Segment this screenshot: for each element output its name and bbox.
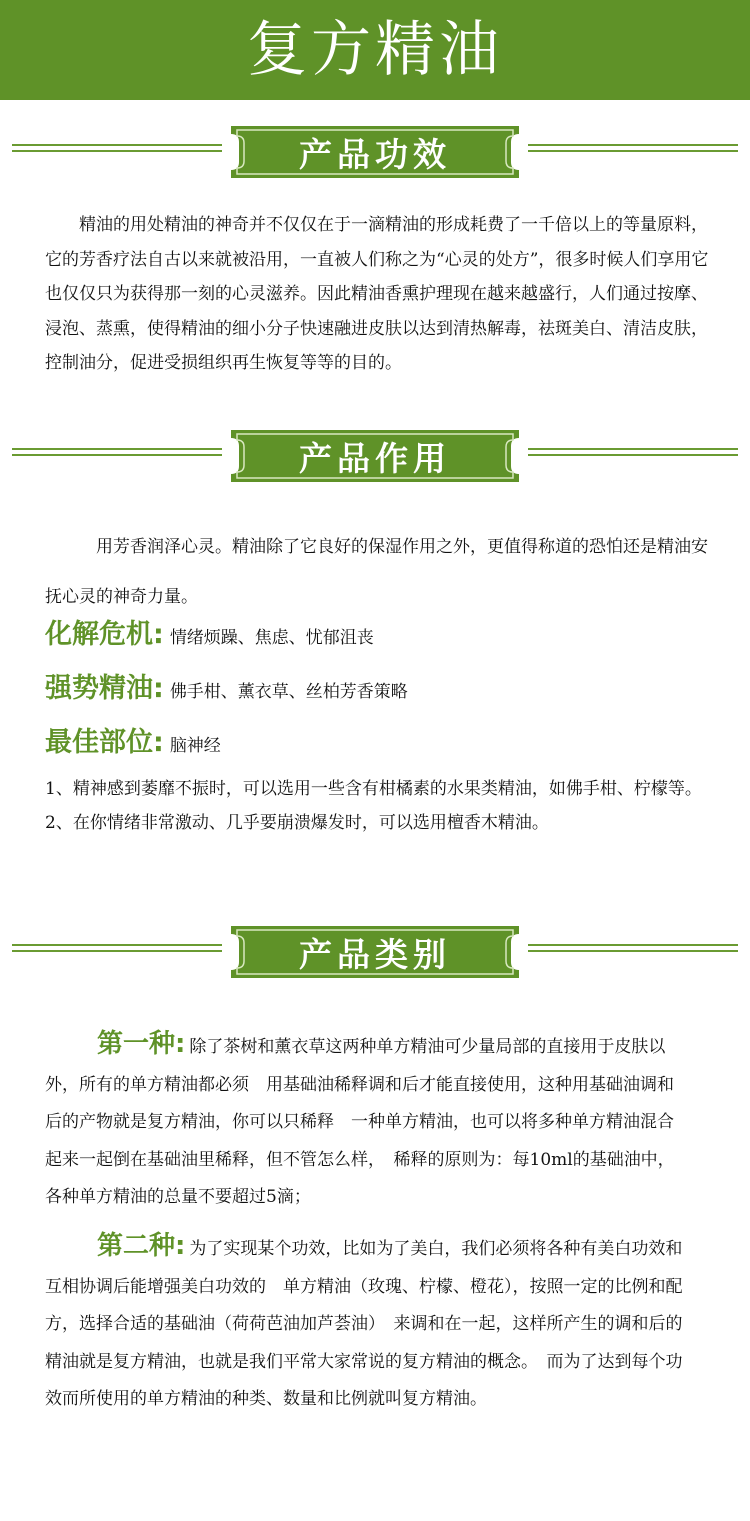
section-heading: 产品功效 [299,134,451,174]
heading-plaque [225,124,525,180]
decorative-rule-right [528,144,738,158]
function-item [45,666,408,705]
function-item [45,612,374,651]
title-banner [0,0,750,100]
efficacy-paragraph: 精油的用处精油的神奇并不仅仅在于一滴精油的形成耗费了一千倍以上的等量原料，它的芳香疗法自古以来就被沿用，一直被人们称之为“心灵的处方”，很多时候人们享用它也仅仅只为获得那一刻的心灵滋养。因此精油香熏护理现在越来越盛行，人们通过按摩、浸泡、蒸熏，使得精油的细小分子快速融进皮肤以达到清热解毒，祛斑美白、清洁皮肤，控制油分，促进受损组织再生恢复等等的目的。 [45,215,709,373]
decorative-rule-right [528,944,738,958]
heading-plaque [225,428,525,484]
tip-item: 1、精神感到萎靡不振时，可以选用一些含有柑橘素的水果类精油，如佛手柑、柠檬等。 [45,779,702,799]
decorative-rule-left [12,448,222,462]
section-header-types [0,924,750,980]
function-item-key: 强势精油: [45,673,164,704]
section-header-function [0,428,750,484]
type-paragraph [45,1228,685,1419]
type-text: 除了茶树和薰衣草这两种单方精油可少量局部的直接用于皮肤以外，所有的单方精油都必须 用基础油稀释调和后才能直接使用，这种用基础油调和后的产物就是复方精油，你可以只稀释 一种单方精油，也可以将多种单方精油混合起来一起倒在基础油里稀释，但不管怎么样， 稀释的原则为：每10ml的基础油中，各种单方精油的总量不要超过5滴； [45,1037,675,1207]
heading-plaque [225,924,525,980]
section-heading: 产品作用 [299,438,451,478]
section-heading: 产品类别 [299,934,451,974]
type-text: 为了实现某个功效，比如为了美白，我们必须将各种有美白功效和互相协调后能增强美白功效的 单方精油（玫瑰、柠檬、橙花），按照一定的比例和配方，选择合适的基础油（荷荷芭油加芦荟油） 来调和在一起，这样所产生的调和后的精油就是复方精油，也就是我们平常大家常说的复方精油的概念。 而为了达到每个功效而所使用的单方精油的种类、数量和比例就叫复方精油。 [45,1239,683,1409]
section-header-efficacy [0,124,750,180]
function-tips [45,772,710,840]
type-label: 第二种: [97,1231,186,1261]
function-item-value: 佛手柑、薰衣草、丝柏芳香策略 [169,682,408,702]
page-title: 复方精油 [247,15,503,85]
function-intro: 用芳香润泽心灵。精油除了它良好的保湿作用之外，更值得称道的恐怕还是精油安抚心灵的神奇力量。 [45,537,708,607]
function-item-key: 最佳部位: [45,727,164,758]
decorative-rule-left [12,144,222,158]
function-item-value: 情绪烦躁、焦虑、忧郁沮丧 [169,628,374,648]
type-paragraph [45,1026,685,1217]
type-label: 第一种: [97,1029,186,1059]
decorative-rule-left [12,944,222,958]
function-item-key: 化解危机: [45,619,164,650]
tip-item: 2、在你情绪非常激动、几乎要崩溃爆发时，可以选用檀香木精油。 [45,813,549,833]
decorative-rule-right [528,448,738,462]
function-item [45,720,221,759]
function-item-value: 脑神经 [169,736,221,756]
